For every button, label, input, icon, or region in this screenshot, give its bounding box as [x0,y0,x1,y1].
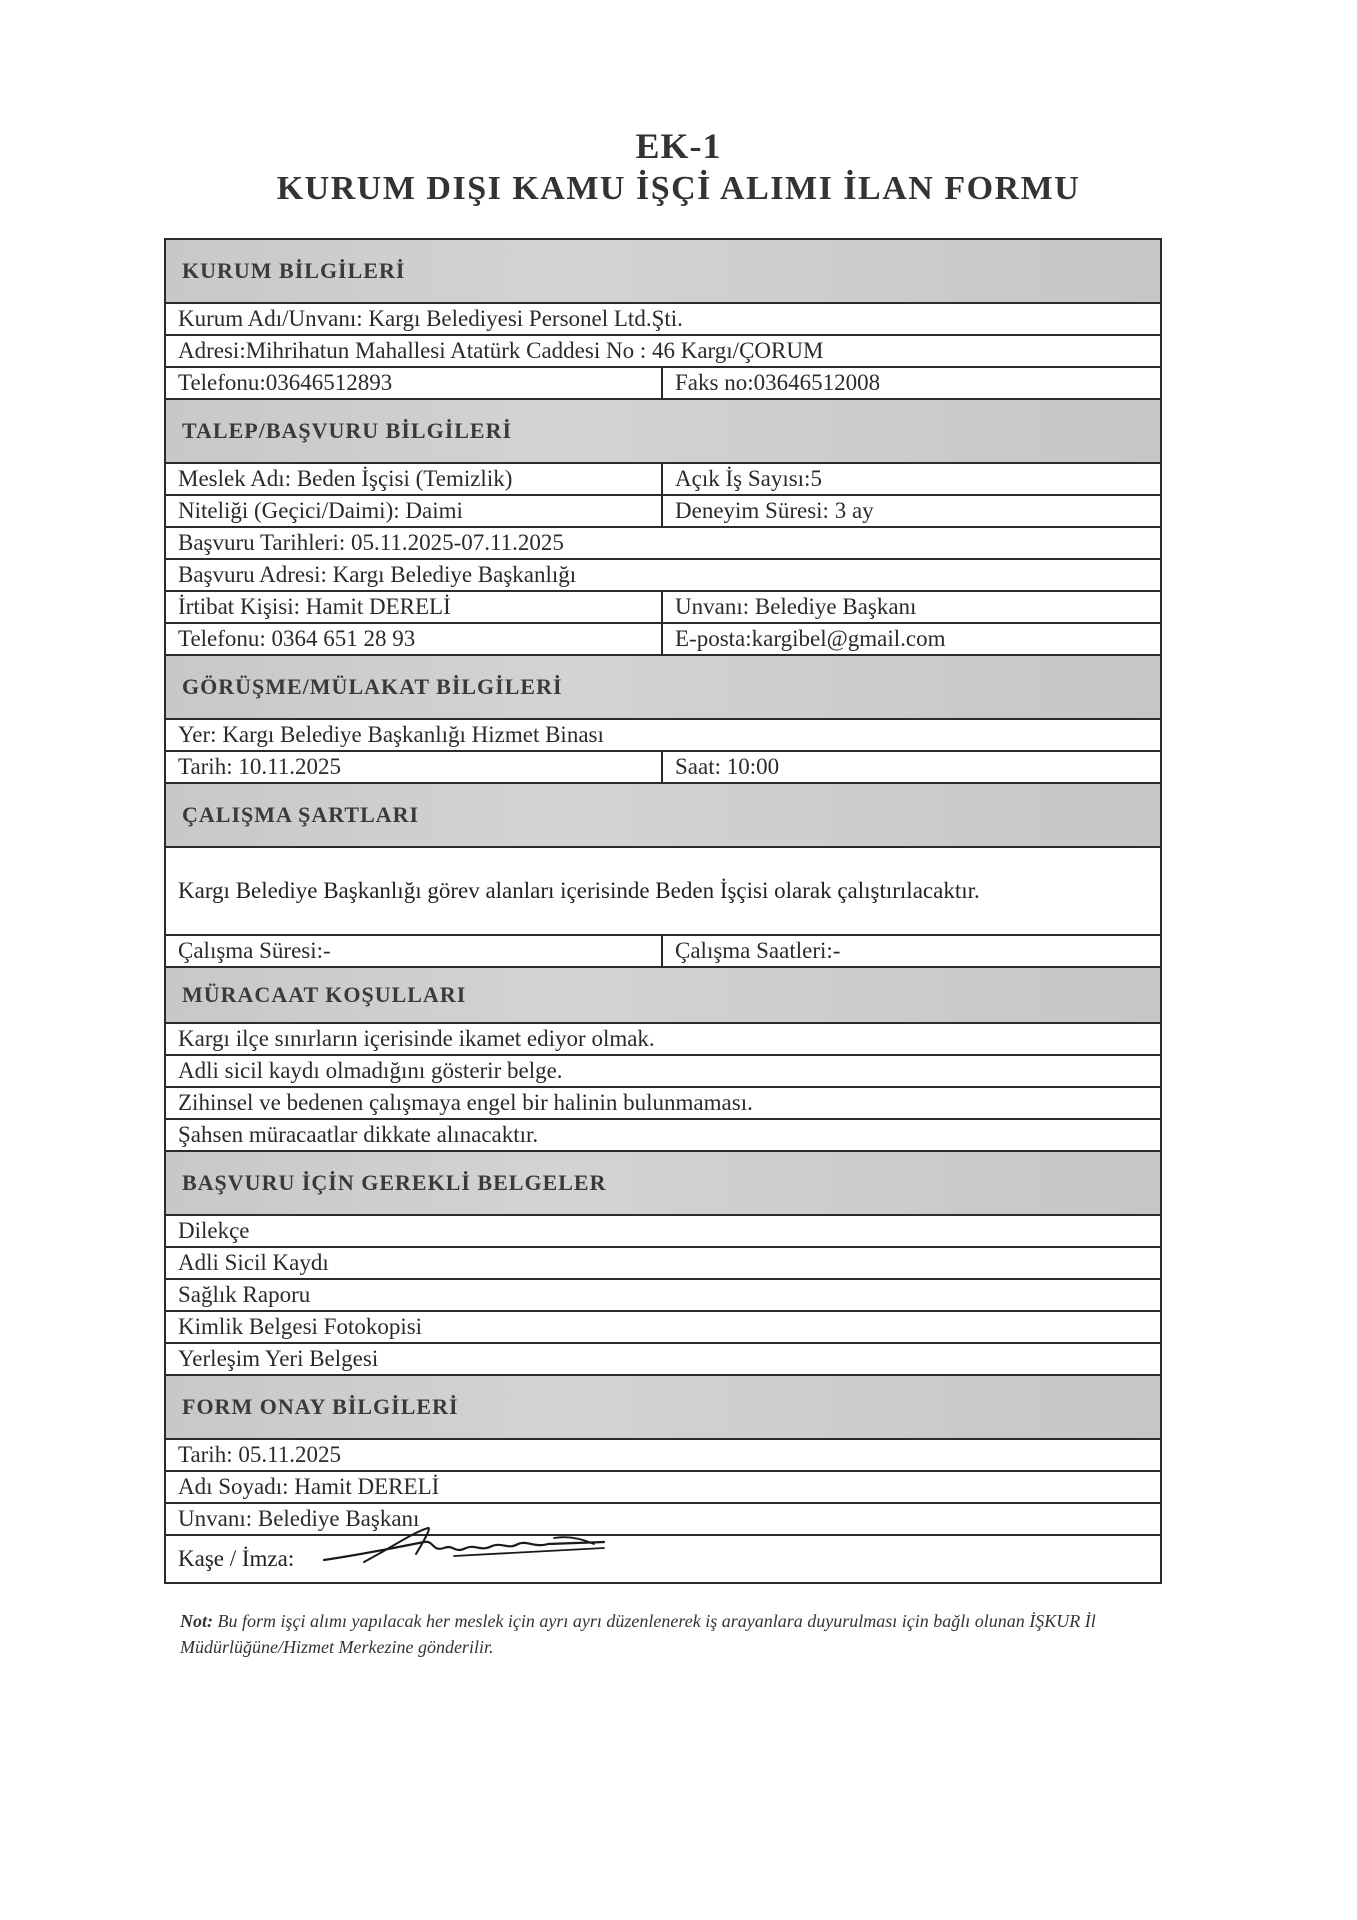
contact-email: E-posta:kargibel@gmail.com [675,626,946,651]
occupation: Meslek Adı: Beden İşçisi (Temizlik) [166,464,663,494]
document-row [166,1216,1160,1248]
announcement-form [164,238,1162,1584]
work-duration: Çalışma Süresi:- [166,936,663,966]
gorusme-row-2 [166,752,1160,784]
document-row [166,1280,1160,1312]
calisma-description-row [166,848,1160,936]
page-title: KURUM DIŞI KAMU İŞÇİ ALIMI İLAN FORMU [276,170,1081,207]
interview-time: Saat: 10:00 [675,754,780,779]
kurum-address-row [166,336,1160,368]
document-item: Dilekçe [178,1218,250,1243]
kurum-phone: Telefonu:03646512893 [166,368,663,398]
document-row [166,1312,1160,1344]
section-gorusme-heading: GÖRÜŞME/MÜLAKAT BİLGİLERİ [166,656,1160,720]
condition-item: Adli sicil kaydı olmadığını gösterir belge. [178,1058,563,1083]
condition-row [166,1056,1160,1088]
application-dates: Başvuru Tarihleri: 05.11.2025-07.11.2025 [178,530,564,555]
handwritten-signature [304,1518,624,1578]
footnote [180,1608,1180,1660]
approval-title: Unvanı: Belediye Başkanı [178,1506,420,1531]
onay-row-2 [166,1472,1160,1504]
document-item: Sağlık Raporu [178,1282,311,1307]
kurum-name: Kurum Adı/Unvanı: Kargı Belediyesi Personel Ltd.Şti. [178,306,683,331]
kurum-address: Adresi:Mihrihatun Mahallesi Atatürk Caddesi No : 46 Kargı/ÇORUM [178,338,824,363]
section-talep-heading: TALEP/BAŞVURU BİLGİLERİ [166,400,1160,464]
footnote-text: Bu form işçi alımı yapılacak her meslek için ayrı ayrı düzenlenerek iş arayanlara duyurulması için bağlı olunan İŞKUR İl Müdürlüğüne/Hizmet Merkezine gönderilir. [180,1611,1096,1657]
kurum-name-row [166,304,1160,336]
gorusme-row-1 [166,720,1160,752]
approval-date: Tarih: 05.11.2025 [178,1442,341,1467]
experience: Deneyim Süresi: 3 ay [675,498,874,523]
work-hours: Çalışma Saatleri:- [675,938,841,963]
document-item: Yerleşim Yeri Belgesi [178,1346,379,1371]
contact-person: İrtibat Kişisi: Hamit DERELİ [166,592,663,622]
condition-row [166,1120,1160,1152]
approval-name: Adı Soyadı: Hamit DERELİ [178,1474,440,1499]
application-address: Başvuru Adresi: Kargı Belediye Başkanlığı [178,562,577,587]
talep-row-3 [166,528,1160,560]
footnote-label: Not: [180,1611,213,1631]
openings: Açık İş Sayısı:5 [675,466,822,491]
section-kurum-heading: KURUM BİLGİLERİ [166,240,1160,304]
interview-place: Yer: Kargı Belediye Başkanlığı Hizmet Binası [178,722,604,747]
talep-row-1 [166,464,1160,496]
contact-phone: Telefonu: 0364 651 28 93 [166,624,663,654]
talep-row-6 [166,624,1160,656]
contact-title: Unvanı: Belediye Başkanı [675,594,917,619]
section-muracaat-heading: MÜRACAAT KOŞULLARI [166,968,1160,1024]
kurum-fax: Faks no:03646512008 [675,370,881,395]
annex-label: EK-1 [635,126,722,166]
interview-date: Tarih: 10.11.2025 [166,752,663,782]
onay-row-1 [166,1440,1160,1472]
section-calisma-heading: ÇALIŞMA ŞARTLARI [166,784,1160,848]
document-item: Kimlik Belgesi Fotokopisi [178,1314,423,1339]
stamp-signature-label: Kaşe / İmza: [178,1546,295,1571]
document-row [166,1344,1160,1376]
condition-item: Kargı ilçe sınırların içerisinde ikamet ediyor olmak. [178,1026,655,1051]
condition-item: Şahsen müracaatlar dikkate alınacaktır. [178,1122,539,1147]
condition-row [166,1024,1160,1056]
work-description: Kargı Belediye Başkanlığı görev alanları içerisinde Beden İşçisi olarak çalıştırılacaktır. [178,878,980,903]
document-row [166,1248,1160,1280]
section-belgeler-heading: BAŞVURU İÇİN GEREKLİ BELGELER [166,1152,1160,1216]
section-onay-heading: FORM ONAY BİLGİLERİ [166,1376,1160,1440]
talep-row-2 [166,496,1160,528]
onay-row-4 [166,1536,1160,1584]
talep-row-4 [166,560,1160,592]
kurum-contact-row [166,368,1160,400]
talep-row-5 [166,592,1160,624]
condition-row [166,1088,1160,1120]
condition-item: Zihinsel ve bedenen çalışmaya engel bir halinin bulunmaması. [178,1090,753,1115]
nature: Niteliği (Geçici/Daimi): Daimi [166,496,663,526]
document-item: Adli Sicil Kaydı [178,1250,329,1275]
calisma-row-2 [166,936,1160,968]
